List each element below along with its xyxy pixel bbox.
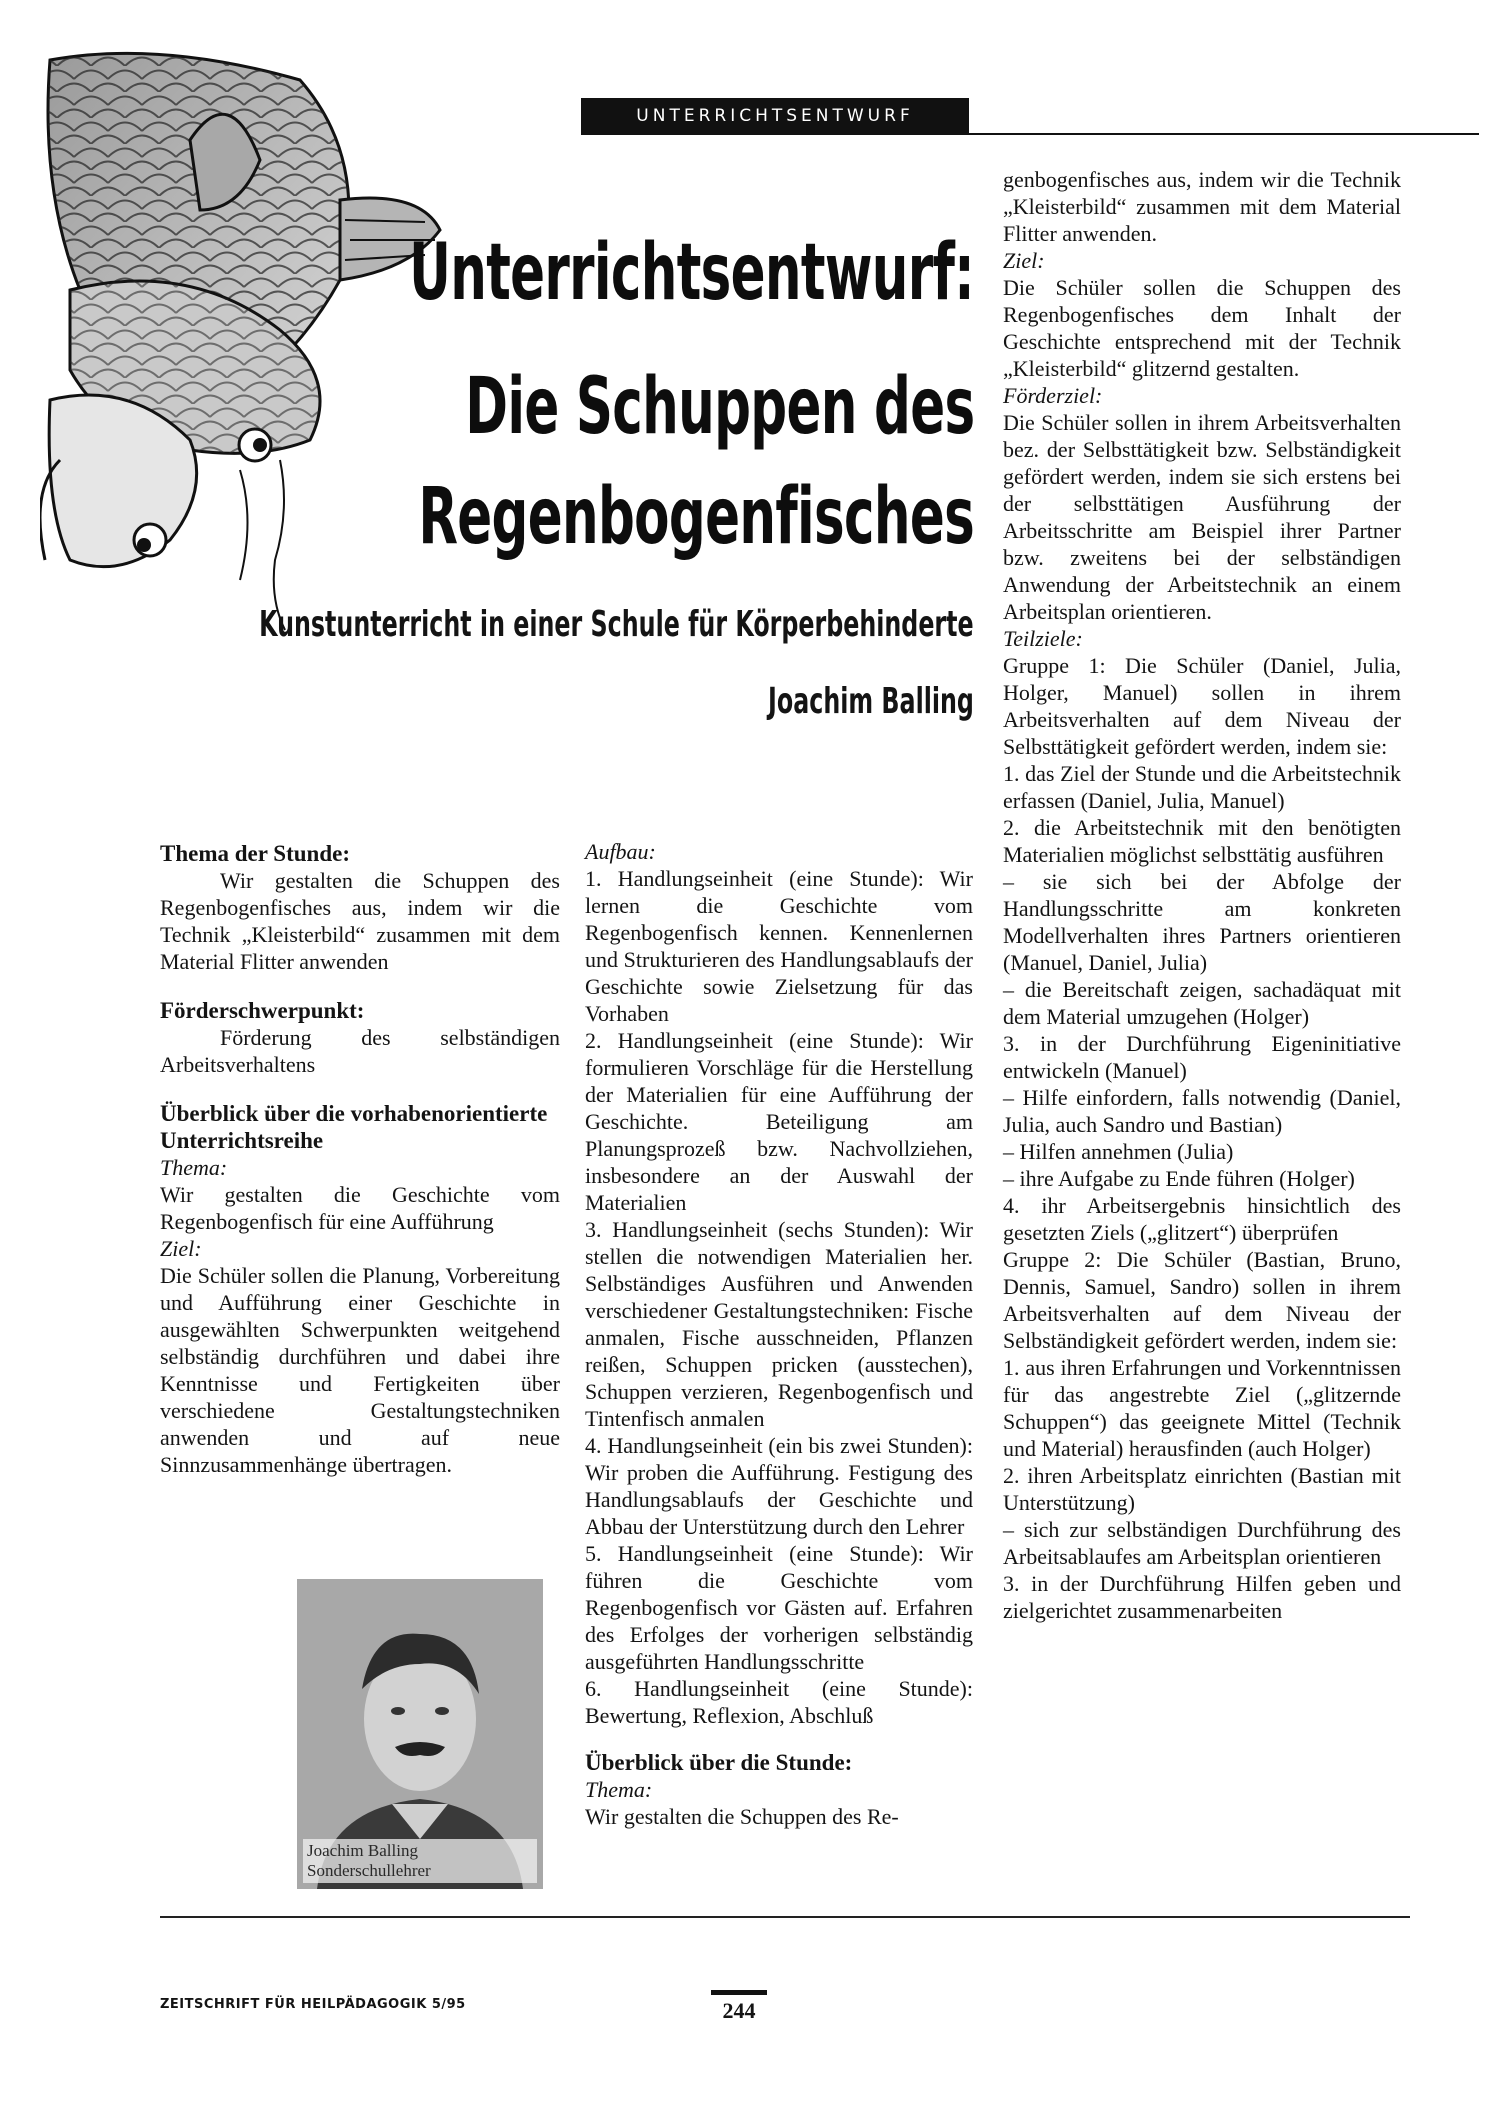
journal-name: ZEITSCHRIFT FÜR HEILPÄDAGOGIK 5/95 [160, 1997, 466, 2012]
teilziel-line: 2. ihren Arbeitsplatz einrichten (Bastian mit Unterstützung) [1003, 1463, 1401, 1515]
stunde-thema-continued: genbogenfisches aus, indem wir die Technik „Kleisterbild“ zusammen mit dem Material Flitter anwenden. [1003, 167, 1401, 246]
teilziel-line: – Hilfe einfordern, falls notwendig (Daniel, Julia, auch Sandro und Bastian) [1003, 1085, 1401, 1137]
label-foerderziel: Förderziel: [1003, 383, 1103, 408]
heading-ueberblick-stunde: Überblick über die Stunde: [585, 1750, 853, 1775]
label-aufbau: Aufbau: [585, 839, 656, 864]
heading-ueberblick-reihe: Überblick über die vorhabenorientierte Unterrichtsreihe [160, 1101, 548, 1153]
heading-thema-der-stunde: Thema der Stunde: [160, 841, 350, 866]
article-title-line-1: Unterrichtsentwurf: [408, 228, 974, 318]
aufbau-item-2: 2. Handlungseinheit (eine Stunde): Wir formulieren Vorschläge für die Herstellung der Materialien für eine Aufführung der Geschichte. Beteiligung am Planungsprozeß bzw. Nachvollziehen, insbesondere an der Auswahl der Materialien [585, 1028, 973, 1215]
teilziel-line: 1. das Ziel der Stunde und die Arbeitstechnik erfassen (Daniel, Julia, Manuel) [1003, 761, 1401, 813]
aufbau-item-5: 5. Handlungseinheit (eine Stunde): Wir führen die Geschichte vom Regenbogenfisch vor Gästen auf. Erfahren des Erfolges der vorherigen selbständig ausgeführten Handlungsschritte [585, 1541, 973, 1674]
teilziel-line: – sie sich bei der Abfolge der Handlungsschritte am konkreten Modellverhalten ihres Partners orientieren (Manuel, Daniel, Julia) [1003, 869, 1401, 975]
fish-illustration [40, 40, 480, 640]
photo-caption-role: Sonderschullehrer [307, 1861, 431, 1880]
author-photo [297, 1579, 543, 1889]
teilziel-line: – die Bereitschaft zeigen, sachadäquat mit dem Material umzugehen (Holger) [1003, 977, 1401, 1029]
aufbau-item-4: 4. Handlungseinheit (ein bis zwei Stunden): Wir proben die Aufführung. Festigung des Handlungsablaufs der Geschichte und Abbau der Unterstützung durch den Lehrer [585, 1433, 973, 1539]
aufbau-item-6: 6. Handlungseinheit (eine Stunde): Bewertung, Reflexion, Abschluß [585, 1676, 973, 1728]
teilziel-line: – Hilfen annehmen (Julia) [1003, 1139, 1234, 1164]
label-thema-stunde: Thema: [585, 1777, 653, 1802]
label-thema: Thema: [160, 1155, 228, 1180]
article-title-line-2: Die Schuppen des [464, 362, 974, 452]
teilziel-line: 4. ihr Arbeitsergebnis hinsichtlich des gesetzten Ziels („glitzert“) überprüfen [1003, 1193, 1401, 1245]
label-ziel-stunde: Ziel: [1003, 248, 1045, 273]
right-column [1003, 166, 1401, 1624]
teilziel-line: – ihre Aufgabe zu Ende führen (Holger) [1003, 1166, 1355, 1191]
photo-caption [303, 1839, 537, 1883]
label-ziel: Ziel: [160, 1236, 202, 1261]
page-number: 244 [722, 1998, 756, 2023]
article-title-line-3: Regenbogenfisches [418, 472, 974, 562]
left-column [160, 840, 560, 1478]
reihe-ziel-text: Die Schüler sollen die Planung, Vorbereitung und Aufführung einer Geschichte in ausgewählten Schwerpunkten weitgehend selbständig durchführen und dabei ihre Kenntnisse und Fertigkeiten über verschiedene Gestaltungstechniken anwenden und auf neue Sinnzusammenhänge übertragen. [160, 1263, 560, 1477]
article-author: Joachim Balling [768, 681, 974, 722]
teilziel-line: 3. in der Durchführung Hilfen geben und zielgerichtet zusammenarbeiten [1003, 1571, 1401, 1623]
stunde-ziel-text: Die Schüler sollen die Schuppen des Regenbogenfisches dem Inhalt der Geschichte entsprechend mit der Technik „Kleisterbild“ glitzernd gestalten. [1003, 275, 1401, 381]
teilziel-line: 2. die Arbeitstechnik mit den benötigten Materialien möglichst selbsttätig ausführen [1003, 815, 1401, 867]
thema-der-stunde-text: Wir gestalten die Schuppen des Regenbogenfisches aus, indem wir die Technik „Kleisterbild“ zusammen mit dem Material Flitter anwenden [160, 868, 560, 974]
stunde-thema-text: Wir gestalten die Schuppen des Re- [585, 1804, 899, 1829]
section-rule [581, 133, 1479, 135]
middle-column [585, 838, 973, 1830]
section-label: UNTERRICHTSENTWURF [581, 98, 969, 134]
aufbau-item-1: 1. Handlungseinheit (eine Stunde): Wir lernen die Geschichte vom Regenbogenfisch kennen. Kennenlernen und Strukturieren des Handlungsablaufs der Geschichte sowie Zielsetzung für das Vorhaben [585, 866, 973, 1026]
article-subtitle: Kunstunterricht in einer Schule für Körperbehinderte [259, 604, 974, 645]
teilziel-line: 1. aus ihren Erfahrungen und Vorkenntnissen für das angestrebte Ziel („glitzernde Schuppen“) das geeignete Mittel (Technik und Material) herausfinden (auch Holger) [1003, 1355, 1401, 1461]
teilziel-line: Gruppe 2: Die Schüler (Bastian, Bruno, Dennis, Samuel, Sandro) sollen in ihrem Arbeitsverhalten auf dem Niveau der Selbständigkeit gefördert werden, indem sie: [1003, 1247, 1401, 1353]
teilziel-line: – sich zur selbständigen Durchführung des Arbeitsablaufes am Arbeitsplan orientieren [1003, 1517, 1401, 1569]
page-number-bar [711, 1990, 767, 1995]
foerderziel-text: Die Schüler sollen in ihrem Arbeitsverhalten bez. der Selbsttätigkeit bzw. Selbständigkeit gefördert werden, indem sie sich erstens bei der selbsttätigen Ausführung der Arbeitsschritte am Beispiel ihrer Partner bzw. zweitens bei der selbständigen Anwendung der Arbeitstechnik an einem Arbeitsplan orientieren. [1003, 410, 1401, 624]
aufbau-item-3: 3. Handlungseinheit (sechs Stunden): Wir stellen die notwendigen Materialien her. Selbständiges Ausführen und Anwenden verschiedener Gestaltungstechniken: Fische anmalen, Fische ausschneiden, Pflanzen reißen, Schuppen pricken (ausstechen), Schuppen verzieren, Regenbogenfisch und Tintenfisch anmalen [585, 1217, 973, 1431]
reihe-thema-text: Wir gestalten die Geschichte vom Regenbogenfisch für eine Aufführung [160, 1182, 560, 1234]
photo-caption-name: Joachim Balling [307, 1841, 418, 1860]
heading-foerderschwerpunkt: Förderschwerpunkt: [160, 998, 365, 1023]
foerderschwerpunkt-text: Förderung des selbständigen Arbeitsverhaltens [160, 1025, 560, 1077]
footer-rule [160, 1916, 1410, 1918]
teilziel-line: 3. in der Durchführung Eigeninitiative entwickeln (Manuel) [1003, 1031, 1401, 1083]
teilziel-line: Gruppe 1: Die Schüler (Daniel, Julia, Holger, Manuel) sollen in ihrem Arbeitsverhalten auf dem Niveau der Selbsttätigkeit gefördert werden, indem sie: [1003, 653, 1401, 759]
label-teilziele: Teilziele: [1003, 626, 1083, 651]
